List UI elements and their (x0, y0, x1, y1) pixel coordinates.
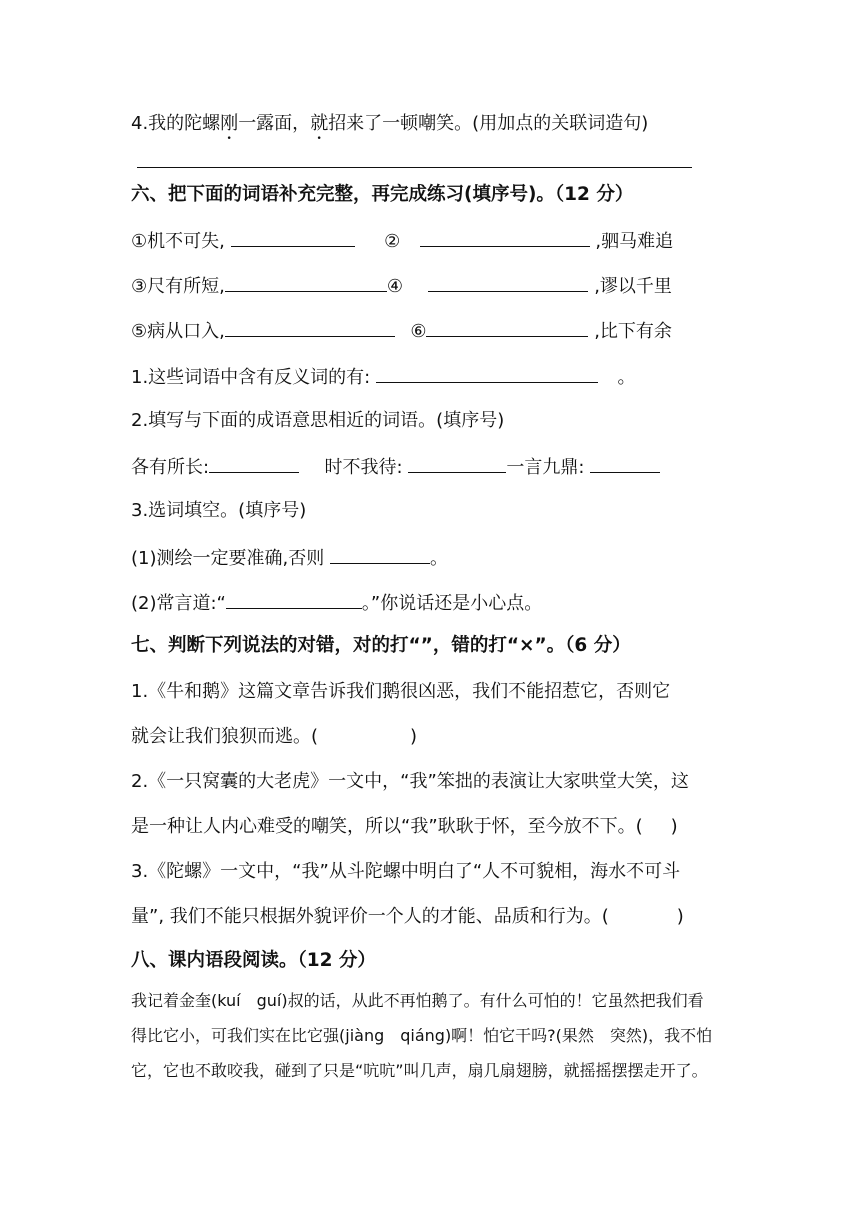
s7-item-3-text: 量”, 我们不能只根据外貌评价一个人的才能、品质和行为。( (131, 906, 609, 927)
q2-b-blank[interactable] (408, 454, 506, 473)
blank-4[interactable] (428, 273, 588, 292)
section-6-title: 六、把下面的词语补充完整，再完成练习(填序号)。（12 分） (131, 184, 634, 205)
q3-2-end: 。”你说话还是小心点。 (361, 593, 543, 614)
idiom-row-2 (131, 273, 672, 299)
q4-dotted-word-2: 就 (310, 113, 329, 134)
blank-3[interactable] (225, 273, 387, 292)
s6-q2-answers (131, 454, 660, 480)
s6-question-1 (131, 364, 635, 390)
s6-q1-end: 。 (617, 367, 636, 388)
q2-b-label: 时不我待: (324, 457, 403, 478)
s7-item-1-line-1: 1.《牛和鹅》这篇文章告诉我们鹅很凶恶，我们不能招惹它，否则它 (131, 681, 671, 702)
q3-2-blank[interactable] (226, 590, 362, 609)
q2-c-blank[interactable] (590, 454, 660, 473)
s7-item-3-paren-close: ) (676, 906, 684, 927)
idiom-row-1 (131, 228, 673, 254)
blank-1[interactable] (231, 228, 355, 247)
idiom-6-number: ⑥ (410, 321, 427, 342)
idiom-2-number: ② (384, 231, 401, 252)
s6-q3-2 (131, 590, 542, 616)
idiom-row-3 (131, 318, 672, 344)
q2-a-label: 各有所长: (131, 457, 210, 478)
s7-item-2-line-2 (131, 815, 678, 839)
s7-item-1-text: 就会让我们狼狈而逃。( (131, 726, 319, 747)
s7-item-1-paren-close: ) (410, 726, 418, 747)
idiom-6-end: ,比下有余 (594, 321, 672, 342)
s6-question-3: 3.选词填空。(填序号) (131, 500, 307, 521)
q2-c-label: 一言九鼎: (506, 457, 585, 478)
passage-line-3: 它，它也不敢咬我，碰到了只是“吭吭”叫几声，扇几扇翅膀，就摇摇摆摆走开了。 (131, 1061, 708, 1080)
idiom-3: ③尺有所短, (131, 276, 225, 297)
q3-1-blank[interactable] (330, 545, 430, 564)
blank-6[interactable] (426, 318, 588, 337)
idiom-2-end: ,驷马难追 (595, 231, 674, 252)
blank-2[interactable] (420, 228, 590, 247)
idiom-1: ①机不可失, (131, 231, 225, 252)
s7-item-2-text: 是一种让人内心难受的嘲笑，所以“我”耿耿于怀，至今放不下。( (131, 816, 643, 837)
s7-item-2-line-1: 2.《一只窝囊的大老虎》一文中，“我”笨拙的表演让大家哄堂大笑，这 (131, 771, 689, 792)
s6-q1-blank[interactable] (376, 364, 598, 383)
idiom-4-number: ④ (386, 276, 403, 297)
idiom-5: ⑤病从口入, (131, 321, 225, 342)
s6-q1-text: 1.这些词语中含有反义词的有: (131, 367, 371, 388)
section-8-title: 八、课内语段阅读。（12 分） (131, 950, 376, 971)
q4-answer-line[interactable] (137, 167, 692, 168)
q2-a-blank[interactable] (209, 454, 299, 473)
question-4 (131, 112, 648, 136)
q3-1-end: 。 (429, 548, 448, 569)
idiom-4-end: ,谬以千里 (594, 276, 672, 297)
s7-item-3-line-1: 3.《陀螺》一文中，“我”从斗陀螺中明白了“人不可貌相，海水不可斗 (131, 861, 681, 882)
q4-text-mid: 一露面， (238, 113, 311, 134)
blank-5[interactable] (225, 318, 395, 337)
q4-text-prefix: 4.我的陀螺 (131, 113, 221, 134)
passage-line-2: 得比它小，可我们实在比它强(jiàng qiáng)啊！怕它干吗?(果然 突然)，我不怕 (131, 1026, 713, 1045)
q4-text-suffix: 招来了一顿嘲笑。(用加点的关联词造句) (328, 113, 649, 134)
s7-item-2-paren-close: ) (670, 816, 678, 837)
passage-line-1: 我记着金奎(kuí guí)叔的话，从此不再怕鹅了。有什么可怕的！它虽然把我们看 (131, 991, 704, 1010)
q3-2-text: (2)常言道:“ (131, 593, 226, 614)
q4-dotted-word-1: 刚 (220, 113, 239, 134)
s7-item-1-line-2 (131, 725, 417, 749)
s7-item-3-line-2 (131, 905, 684, 929)
q3-1-text: (1)测绘一定要准确,否则 (131, 548, 325, 569)
s6-question-2: 2.填写与下面的成语意思相近的词语。(填序号) (131, 410, 505, 431)
s6-q3-1 (131, 545, 448, 571)
section-7-title: 七、判断下列说法的对错，对的打“”，错的打“×”。（6 分） (131, 635, 631, 656)
